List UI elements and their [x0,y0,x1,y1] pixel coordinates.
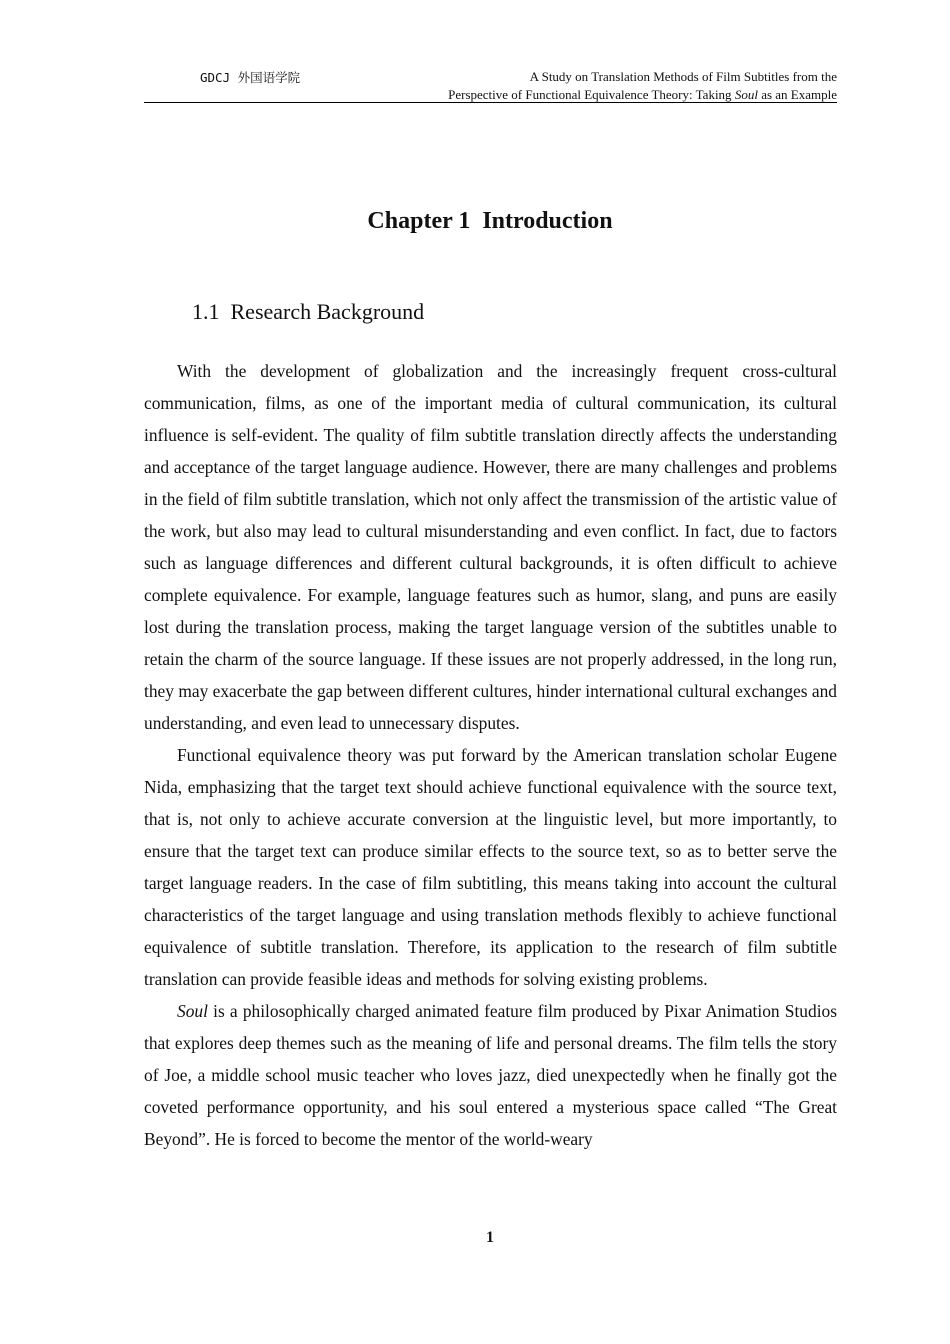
running-header-title-line2-start: Perspective of Functional Equivalence Theory: Taking [448,87,735,102]
page-number: 1 [486,1229,494,1246]
running-header-institution: GDCJ 外国语学院 [200,70,301,85]
section-title: 1.1 Research Background [192,299,425,324]
running-header-title [448,68,837,104]
paragraph-soul-film [144,995,837,1155]
paragraph-functional-equivalence: Functional equivalence theory was put forward by the American translation scholar Eugene Nida, emphasizing that the target text should achieve functional equivalence with the source text, that is, not only to achieve accurate conversion at the linguistic level, but more importantly, to ensure that the target text can produce similar effects to the source text, so as to better serve the target language readers. In the case of film subtitling, this means taking into account the cultural characteristics of the target language and using translation methods flexibly to achieve functional equivalence of subtitle translation. Therefore, its application to the research of film subtitle translation can provide feasible ideas and methods for solving existing problems. [144,745,837,989]
body-text [144,355,837,1155]
running-header-title-line1: A Study on Translation Methods of Film Subtitles from the [529,69,837,84]
header-rule [144,102,837,103]
paragraph-globalization: With the development of globalization and the increasingly frequent cross-cultural communication, films, as one of the important media of cultural communication, its cultural influence is self-evident. The quality of film subtitle translation directly affects the understanding and acceptance of the target language audience. However, there are many challenges and problems in the field of film subtitle translation, which not only affect the transmission of the artistic value of the work, but also may lead to cultural misunderstanding and even conflict. In fact, due to factors such as language differences and different cultural backgrounds, it is often difficult to achieve complete equivalence. For example, language features such as humor, slang, and puns are easily lost during the translation process, making the target language version of the subtitles unable to retain the charm of the source language. If these issues are not properly addressed, in the long run, they may exacerbate the gap between different cultures, hinder international cultural exchanges and understanding, and even lead to unnecessary disputes. [144,361,837,733]
running-header-title-line2-end: as an Example [757,87,837,102]
chapter-title: Chapter 1 Introduction [367,208,613,234]
running-header-film-title: Soul [734,87,758,102]
film-title-soul: Soul [177,1001,208,1021]
paragraph-soul-film-text: is a philosophically charged animated feature film produced by Pixar Animation Studios that explores deep themes such as the meaning of life and personal dreams. The film tells the story of Joe, a middle school music teacher who loves jazz, died unexpectedly when he finally got the coveted performance opportunity, and his soul entered a mysterious space called “The Great Beyond”. He is forced to become the mentor of the world-weary [144,1001,837,1149]
